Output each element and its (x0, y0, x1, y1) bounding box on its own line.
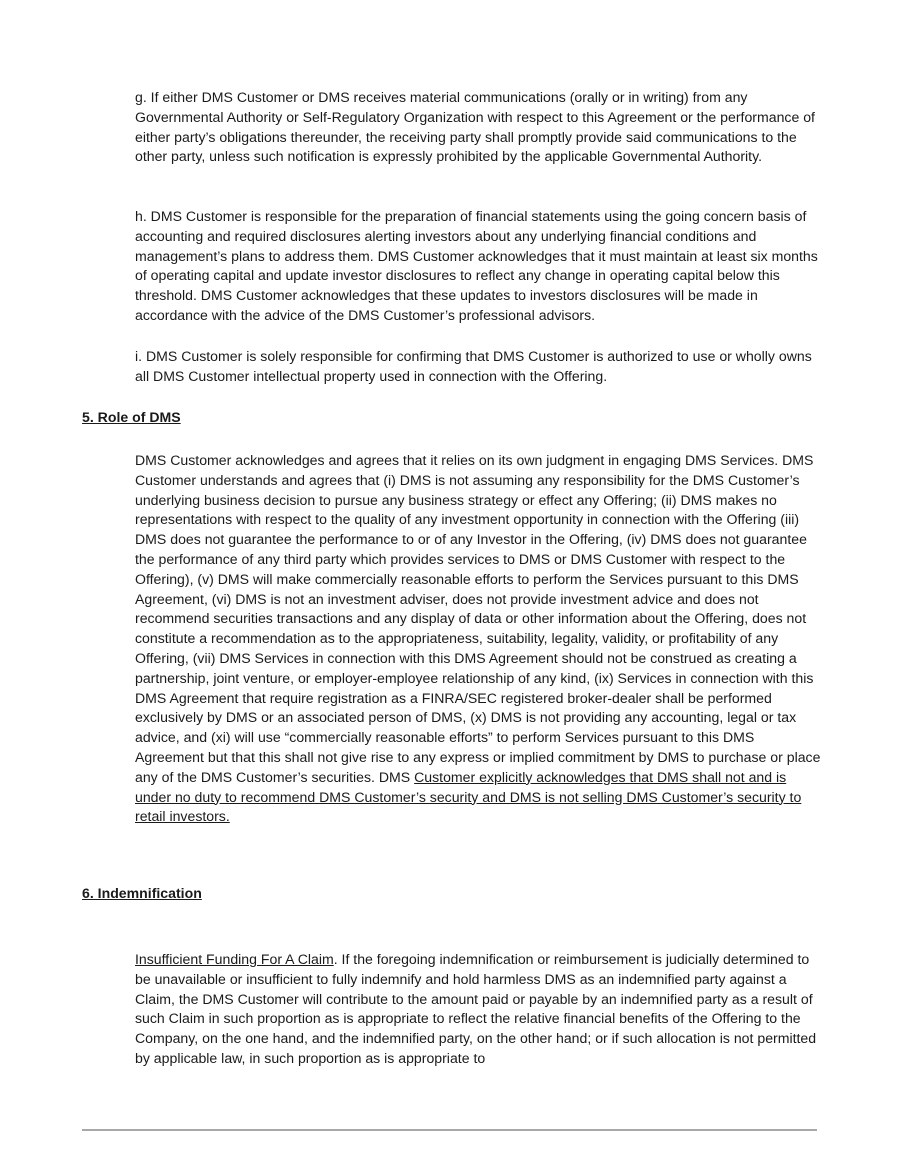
section-6-heading: 6. Indemnification (82, 885, 202, 901)
section-6-text: . If the foregoing indemnification or reimbursement is judicially determined to be unavailable or insufficient to fully indemnify and hold harmless DMS as an indemnified party against a Claim, the DMS Customer will contribute to the amount paid or payable by an indemnified party as a result of such Claim in such proportion as is appropriate to reflect the relative financial benefits of the Offering to the Company, on the one hand, and the indemnified party, on the other hand; or if such allocation is not permitted by applicable law, in such proportion as is appropriate to (135, 951, 817, 1066)
section-6-lead-underlined: Insufficient Funding For A Claim (135, 951, 334, 967)
section-6-body (135, 950, 825, 1069)
paragraph-h: h. DMS Customer is responsible for the preparation of financial statements using the going concern basis of accounting and required disclosures alerting investors about any underlying financial conditions and management’s plans to address them. DMS Customer acknowledges that it must maintain at least six months of operating capital and update investor disclosures to reflect any change in operating capital below this threshold. DMS Customer acknowledges that these updates to investors disclosures will be made in accordance with the advice of the DMS Customer’s professional advisors. (135, 208, 818, 323)
section-5-heading: 5. Role of DMS (82, 409, 181, 425)
section-5-body (135, 451, 825, 827)
section-5-underlined-text: Customer explicitly acknowledges that DMS shall not and is under no duty to recommend DMS Customer’s security and DMS is not selling DMS Customer’s security to retail investors. (135, 768, 802, 825)
footer-divider (82, 1129, 817, 1131)
paragraph-g: g. If either DMS Customer or DMS receives material communications (orally or in writing) from any Governmental Authority or Self-Regulatory Organization with respect to this Agreement or the performance of either party’s obligations thereunder, the receiving party shall promptly provide said communications to the other party, unless such notification is expressly prohibited by the applicable Governmental Authority. (135, 89, 815, 165)
section-5-text: DMS Customer acknowledges and agrees that it relies on its own judgment in engaging DMS Services. DMS Customer understands and agrees that (i) DMS is not assuming any responsibility for the DMS Customer’s underlying business decision to pursue any business strategy or effect any Offering; (ii) DMS makes no representations with respect to the quality of any investment opportunity in connection with the Offering (iii) DMS does not guarantee the performance to or of any Investor in the Offering, (iv) DMS does not guarantee the performance of any third party which provides services to DMS or DMS Customer with respect to the Offering), (v) DMS will make commercially reasonable efforts to perform the Services pursuant to this DMS Agreement, (vi) DMS is not an investment adviser, does not provide investment advice and does not recommend securities transactions and any display of data or other information about the Offering, does not constitute a recommendation as to the appropriateness, suitability, legality, validity, or profitability of any Offering, (vii) DMS Services in connection with this DMS Agreement should not be construed as creating a partnership, joint venture, or employer-employee relationship of any kind, (ix) Services in connection with this DMS Agreement that require registration as a FINRA/SEC registered broker-dealer shall be performed exclusively by DMS or an associated person of DMS, (x) DMS is not providing any accounting, legal or tax advice, and (xi) will use “commercially reasonable efforts” to perform Services pursuant to this DMS Agreement but that this shall not give rise to any express or implied commitment by DMS to purchase or place any of the DMS Customer’s securities. DMS (135, 452, 821, 785)
paragraph-i: i. DMS Customer is solely responsible for confirming that DMS Customer is authorized to use or wholly owns all DMS Customer intellectual property used in connection with the Offering. (135, 348, 812, 384)
